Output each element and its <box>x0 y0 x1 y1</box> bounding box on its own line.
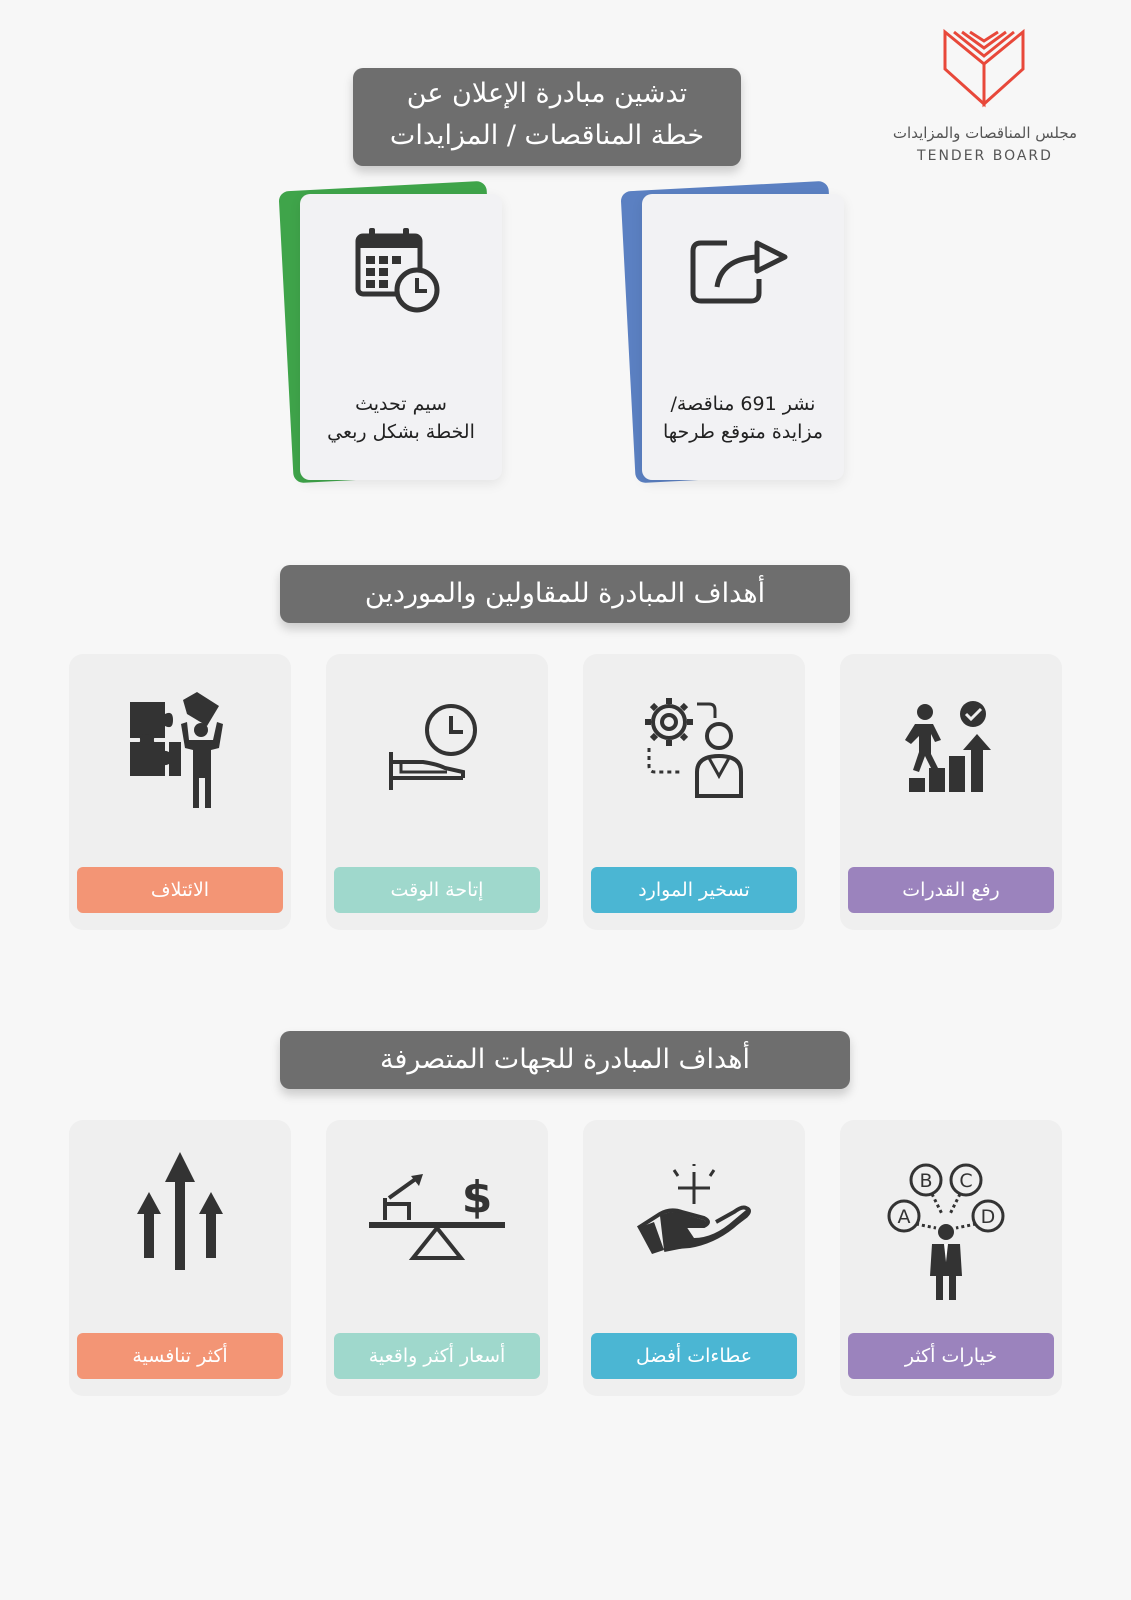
launch-card-publish-line1: نشر 691 مناقصة/ <box>670 393 816 415</box>
page-title-line2: خطة المناقصات / المزايدات <box>389 120 705 151</box>
launch-card-update <box>300 194 502 480</box>
svg-text:$: $ <box>461 1172 493 1223</box>
logo-english-name: TENDER BOARD <box>917 148 1053 164</box>
goal-label-time: إتاحة الوقت <box>334 867 540 913</box>
hand-plus-icon <box>634 1164 754 1260</box>
contractors-goals-title: أهداف المبادرة للمقاولين والموردين <box>280 565 850 623</box>
goal-label-realistic-prices: أسعار أكثر واقعية <box>334 1333 540 1379</box>
calendar-clock-icon <box>355 226 445 316</box>
launch-card-update-line2: الخطة بشكل ربعي <box>327 421 475 443</box>
goal-label-competitive: أكثر تنافسية <box>77 1333 283 1379</box>
goal-card-realistic-prices <box>326 1120 548 1396</box>
person-choices-icon <box>886 1162 1016 1302</box>
goal-label-better-bids: عطاءات أفضل <box>591 1333 797 1379</box>
entities-goals-title: أهداف المبادرة للجهات المتصرفة <box>280 1031 850 1089</box>
goal-card-better-bids <box>583 1120 805 1396</box>
goal-label-coalition: الائتلاف <box>77 867 283 913</box>
launch-card-publish <box>642 194 844 480</box>
logo-arabic-name: مجلس المناقصات والمزايدات <box>892 124 1078 142</box>
three-arrows-up-icon <box>135 1152 225 1272</box>
choice-letter-d: D <box>980 1206 996 1228</box>
gear-person-icon <box>639 692 749 802</box>
tender-board-emblem-icon <box>940 24 1030 119</box>
goal-card-coalition <box>69 654 291 930</box>
choice-letter-a: A <box>897 1206 911 1228</box>
launch-card-update-line1: سيم تحديث <box>355 393 447 415</box>
goal-card-resources <box>583 654 805 930</box>
puzzle-person-icon <box>125 692 235 812</box>
growth-steps-icon <box>901 700 1001 796</box>
page-title-banner <box>353 68 741 166</box>
balance-dollar-icon <box>367 1172 507 1262</box>
tender-board-logo <box>860 24 1110 174</box>
goal-card-competitive <box>69 1120 291 1396</box>
goal-card-more-options <box>840 1120 1062 1396</box>
choice-letter-c: C <box>959 1170 973 1192</box>
goal-label-more-options: خيارات أكثر <box>848 1333 1054 1379</box>
goal-label-resources: تسخير الموارد <box>591 867 797 913</box>
page-title-line1: تدشين مبادرة الإعلان عن <box>406 78 688 109</box>
share-arrow-icon <box>687 229 797 309</box>
goal-card-time <box>326 654 548 930</box>
goal-card-capacity <box>840 654 1062 930</box>
clock-bed-icon <box>387 702 487 792</box>
launch-card-publish-line2: مزايدة متوقع طرحها <box>662 421 824 443</box>
goal-label-capacity: رفع القدرات <box>848 867 1054 913</box>
choice-letter-b: B <box>919 1170 933 1192</box>
